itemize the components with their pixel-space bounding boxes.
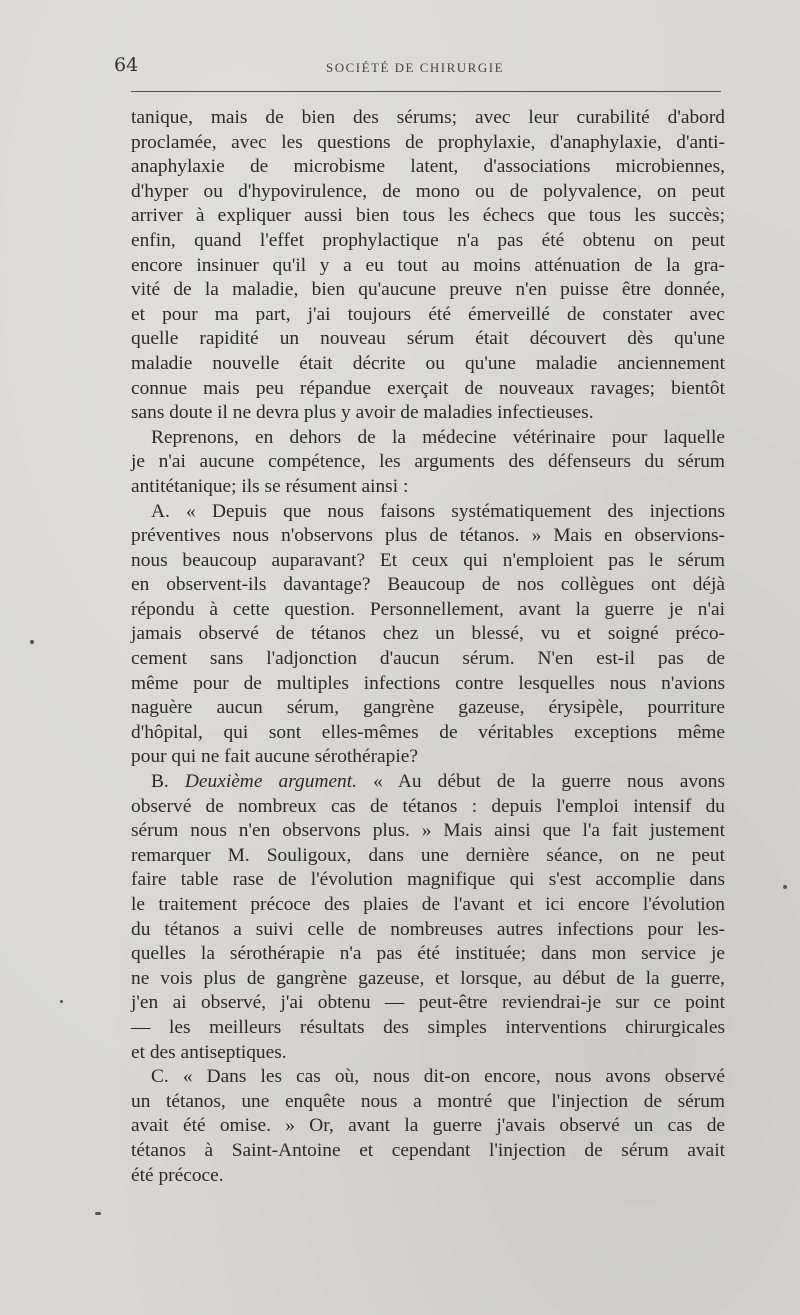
header-rule: [131, 91, 721, 92]
text-line: je n'ai aucune compétence, les arguments des défenseurs du sérum: [131, 451, 725, 473]
body-text: [131, 106, 725, 1188]
text-line: sans doute il ne devra plus y avoir de maladies infectieuses.: [131, 402, 594, 424]
text-line: maladie nouvelle était décrite ou qu'une maladie anciennement: [131, 352, 725, 374]
text-line: arriver à expliquer aussi bien tous les échecs que tous les succès;: [131, 205, 725, 227]
margin-speck: [95, 1212, 101, 1215]
page-number: 64: [114, 54, 139, 76]
text-line: et pour ma part, j'ai toujours été émerveillé de constater avec: [131, 303, 725, 325]
text-line: sérum nous n'en observons plus. » Mais ainsi que l'a fait justement: [131, 820, 725, 842]
margin-speck: [30, 640, 34, 644]
text-line: antitétanique; ils se résument ainsi :: [131, 475, 409, 497]
text-line: jamais observé de tétanos chez un blessé, vu et soigné préco-: [131, 623, 725, 645]
argument-title: Deuxième argument.: [184, 771, 357, 793]
argument-text: « Au début de la guerre nous avons: [357, 771, 725, 793]
text-line: j'en ai observé, j'ai obtenu — peut-être reviendrai-je sur ce point: [131, 992, 725, 1014]
text-line: été précoce.: [131, 1164, 224, 1186]
text-line: Reprenons, en dehors de la médecine vétérinaire pour laquelle: [151, 426, 725, 448]
text-line: répondu à cette question. Personnellement, avant la guerre je n'ai: [131, 598, 725, 620]
text-line: anaphylaxie de microbisme latent, d'associations microbiennes,: [131, 156, 725, 178]
text-line: nous beaucoup auparavant? Et ceux qui n'emploient pas le sérum: [131, 549, 725, 571]
page-header: [0, 52, 800, 82]
text-line: [131, 770, 725, 795]
text-line: pour qui ne fait aucune sérothérapie?: [131, 746, 418, 768]
text-line: encore insinuer qu'il y a eu tout au moins atténuation de la gra-: [131, 254, 725, 276]
text-line: d'hyper ou d'hypovirulence, de mono ou de polyvalence, on peut: [131, 180, 725, 202]
text-line: connue mais peu répandue exerçait de nouveaux ravages; bientôt: [131, 377, 725, 399]
margin-speck: [60, 1000, 63, 1003]
text-line: faire table rase de l'évolution magnifique qui s'est accomplie dans: [131, 869, 725, 891]
text-line: quelle rapidité un nouveau sérum était découvert dès qu'une: [131, 328, 725, 350]
text-line: et des antiseptiques.: [131, 1041, 287, 1063]
text-line: vité de la maladie, bien qu'aucune preuve n'en puisse être donnée,: [131, 279, 725, 301]
text-line: enfin, quand l'effet prophylactique n'a pas été obtenu on peut: [131, 229, 725, 251]
text-line: remarquer M. Souligoux, dans une dernière séance, on ne peut: [131, 844, 725, 866]
text-line: cement sans l'adjonction d'aucun sérum. N'en est-il pas de: [131, 648, 725, 670]
text-line: du tétanos a suivi celle de nombreuses autres infections pour les-: [131, 918, 725, 940]
text-line: un tétanos, une enquête nous a montré que l'injection de sérum: [131, 1090, 725, 1112]
text-line: — les meilleurs résultats des simples interventions chirurgicales: [131, 1016, 725, 1038]
text-line: tanique, mais de bien des sérums; avec leur curabilité d'abord: [131, 107, 725, 128]
margin-speck: [783, 885, 787, 889]
running-head: SOCIÉTÉ DE CHIRURGIE: [325, 60, 505, 75]
text-line: même pour de multiples infections contre lesquelles nous n'avions: [131, 672, 725, 694]
text-line: quelles la sérothérapie n'a pas été instituée; dans mon service je: [131, 943, 725, 965]
text-line: proclamée, avec les questions de prophylaxie, d'anaphylaxie, d'anti-: [131, 131, 725, 153]
text-line: le traitement précoce des plaies de l'avant et ici encore l'évolution: [131, 894, 725, 915]
text-line: ne vois plus de gangrène gazeuse, et lorsque, au début de la guerre,: [131, 967, 725, 989]
text-line: d'hôpital, qui sont elles-mêmes de véritables exceptions même: [131, 721, 725, 743]
text-line: A. « Depuis que nous faisons systématiquement des injections: [151, 500, 725, 522]
text-line: C. « Dans les cas où, nous dit-on encore, nous avons observé: [151, 1066, 725, 1088]
text-line: préventives nous n'observons plus de tétanos. » Mais en observions-: [131, 525, 725, 547]
text-line: naguère aucun sérum, gangrène gazeuse, érysipèle, pourriture: [131, 697, 725, 719]
text-line: en observent-ils davantage? Beaucoup de nos collègues ont déjà: [131, 574, 725, 596]
argument-prefix: B.: [151, 771, 185, 793]
text-line: avait été omise. » Or, avant la guerre j'avais observé un cas de: [131, 1115, 725, 1137]
text-line: observé de nombreux cas de tétanos : depuis l'emploi intensif du: [131, 795, 725, 817]
text-line: tétanos à Saint-Antoine et cependant l'injection de sérum avait: [131, 1139, 725, 1161]
